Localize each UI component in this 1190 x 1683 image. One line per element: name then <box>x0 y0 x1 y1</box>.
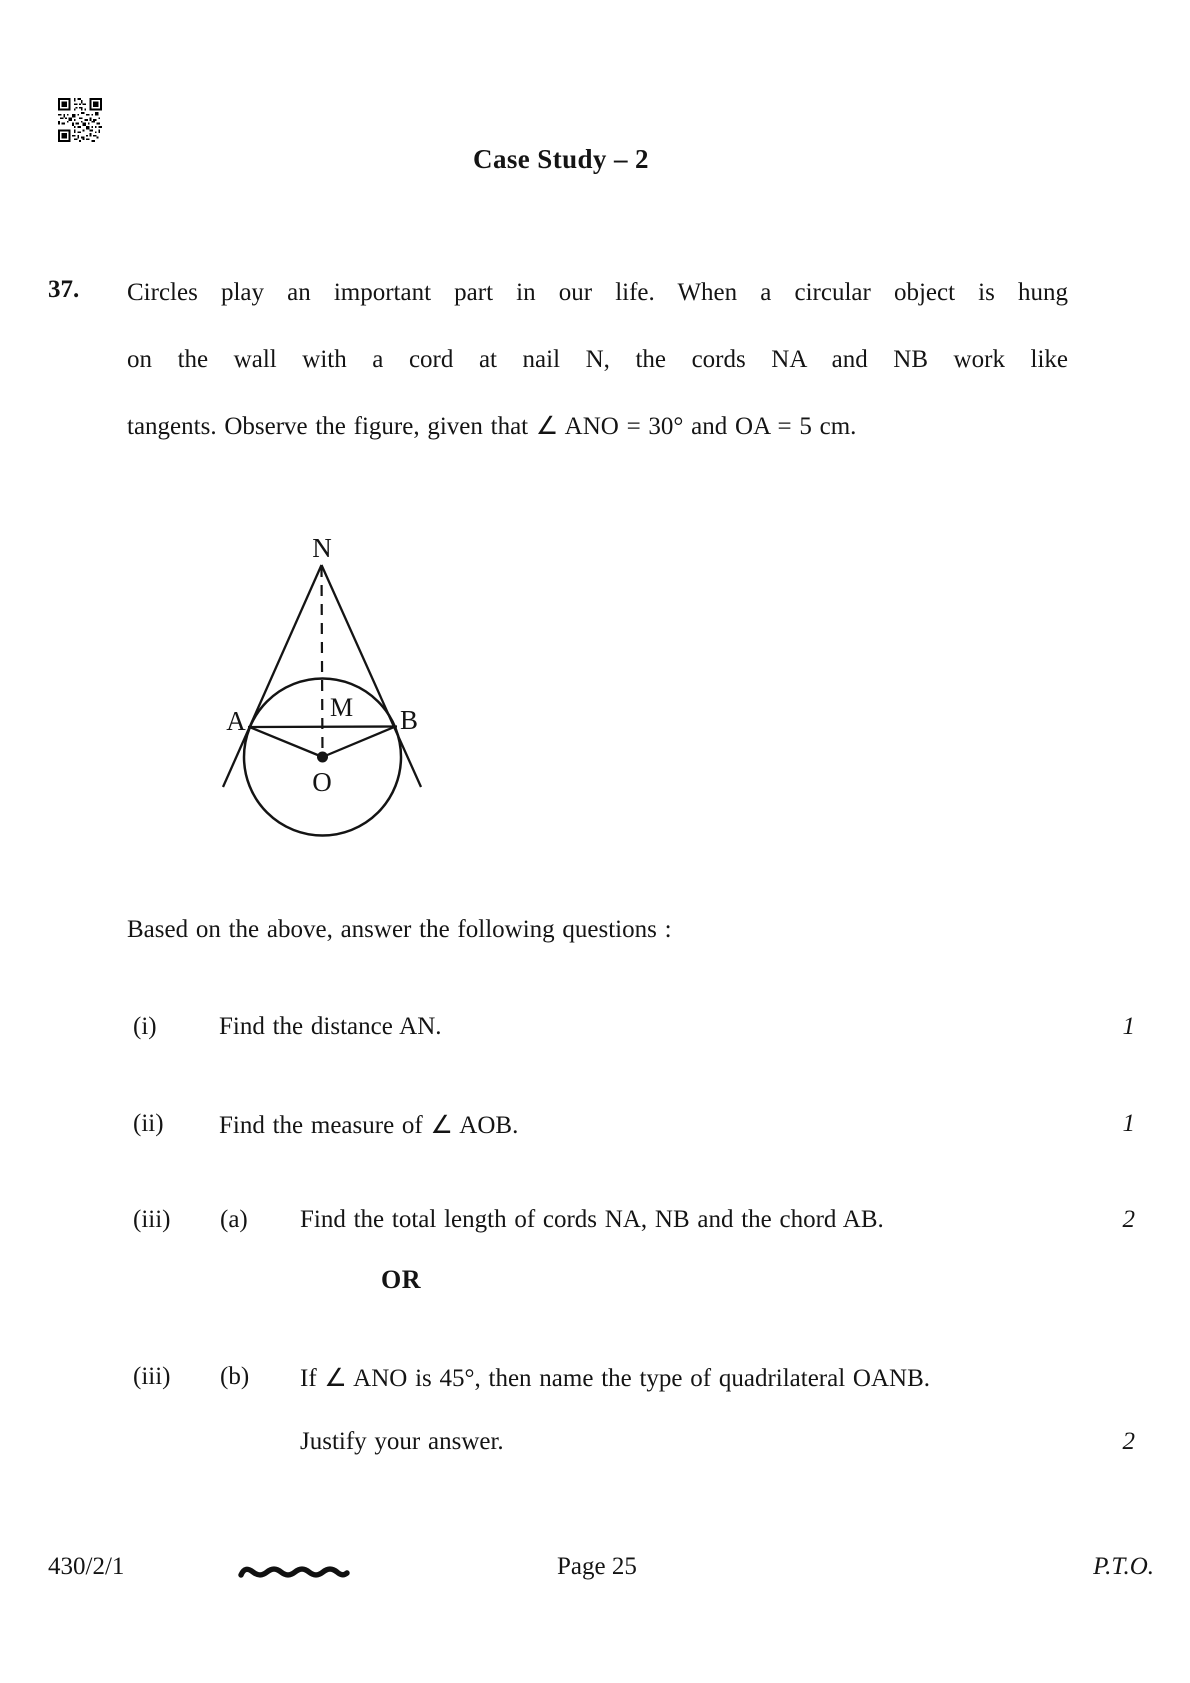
question-text: Find the distance AN. <box>219 1013 442 1040</box>
tangent-line-right <box>322 565 422 787</box>
radius-ob <box>323 727 396 758</box>
pto-label: P.T.O. <box>1093 1553 1154 1580</box>
paragraph-line: on the wall with a cord at nail N, the cords NA and NB work like <box>127 346 1068 373</box>
geometry-figure <box>205 528 445 843</box>
question-text-line2: Justify your answer. <box>300 1428 504 1455</box>
qr-code <box>58 98 102 142</box>
marks-value: 2 <box>1122 1206 1135 1233</box>
marks-value: 2 <box>1122 1428 1135 1455</box>
tangent-line-left <box>223 565 322 787</box>
center-dot <box>317 752 328 763</box>
label-n: N <box>312 533 332 563</box>
roman-label: (ii) <box>133 1110 164 1137</box>
section-title: Case Study – 2 <box>473 144 649 174</box>
paper-code: 430/2/1 <box>48 1553 125 1580</box>
page-number: Page 25 <box>557 1553 637 1580</box>
intro-text: Based on the above, answer the following questions : <box>127 916 672 943</box>
label-b: B <box>399 705 419 735</box>
roman-label: (iii) <box>133 1363 171 1390</box>
roman-label: (i) <box>133 1013 157 1040</box>
label-a: A <box>226 706 246 736</box>
sub-label: (b) <box>220 1363 250 1390</box>
label-o: O <box>312 767 332 797</box>
dashed-line-no <box>322 566 323 757</box>
paragraph-line: tangents. Observe the figure, given that ∠ ANO = 30° and OA = 5 cm. <box>127 413 857 440</box>
marks-value: 1 <box>1122 1110 1135 1137</box>
question-number: 37. <box>48 276 80 303</box>
question-text: If ∠ ANO is 45°, then name the type of quadrilateral OANB. <box>300 1365 931 1392</box>
question-text: Find the total length of cords NA, NB and the chord AB. <box>300 1206 884 1233</box>
marks-value: 1 <box>1122 1013 1135 1040</box>
paragraph-line: Circles play an important part in our life. When a circular object is hung <box>127 279 1068 306</box>
question-text: Find the measure of ∠ AOB. <box>219 1112 519 1139</box>
wave-separator-icon <box>238 1564 350 1582</box>
sub-label: (a) <box>220 1206 248 1233</box>
radius-oa <box>250 727 323 757</box>
or-separator: OR <box>381 1265 421 1294</box>
label-m: M <box>330 693 354 722</box>
roman-label: (iii) <box>133 1206 171 1233</box>
